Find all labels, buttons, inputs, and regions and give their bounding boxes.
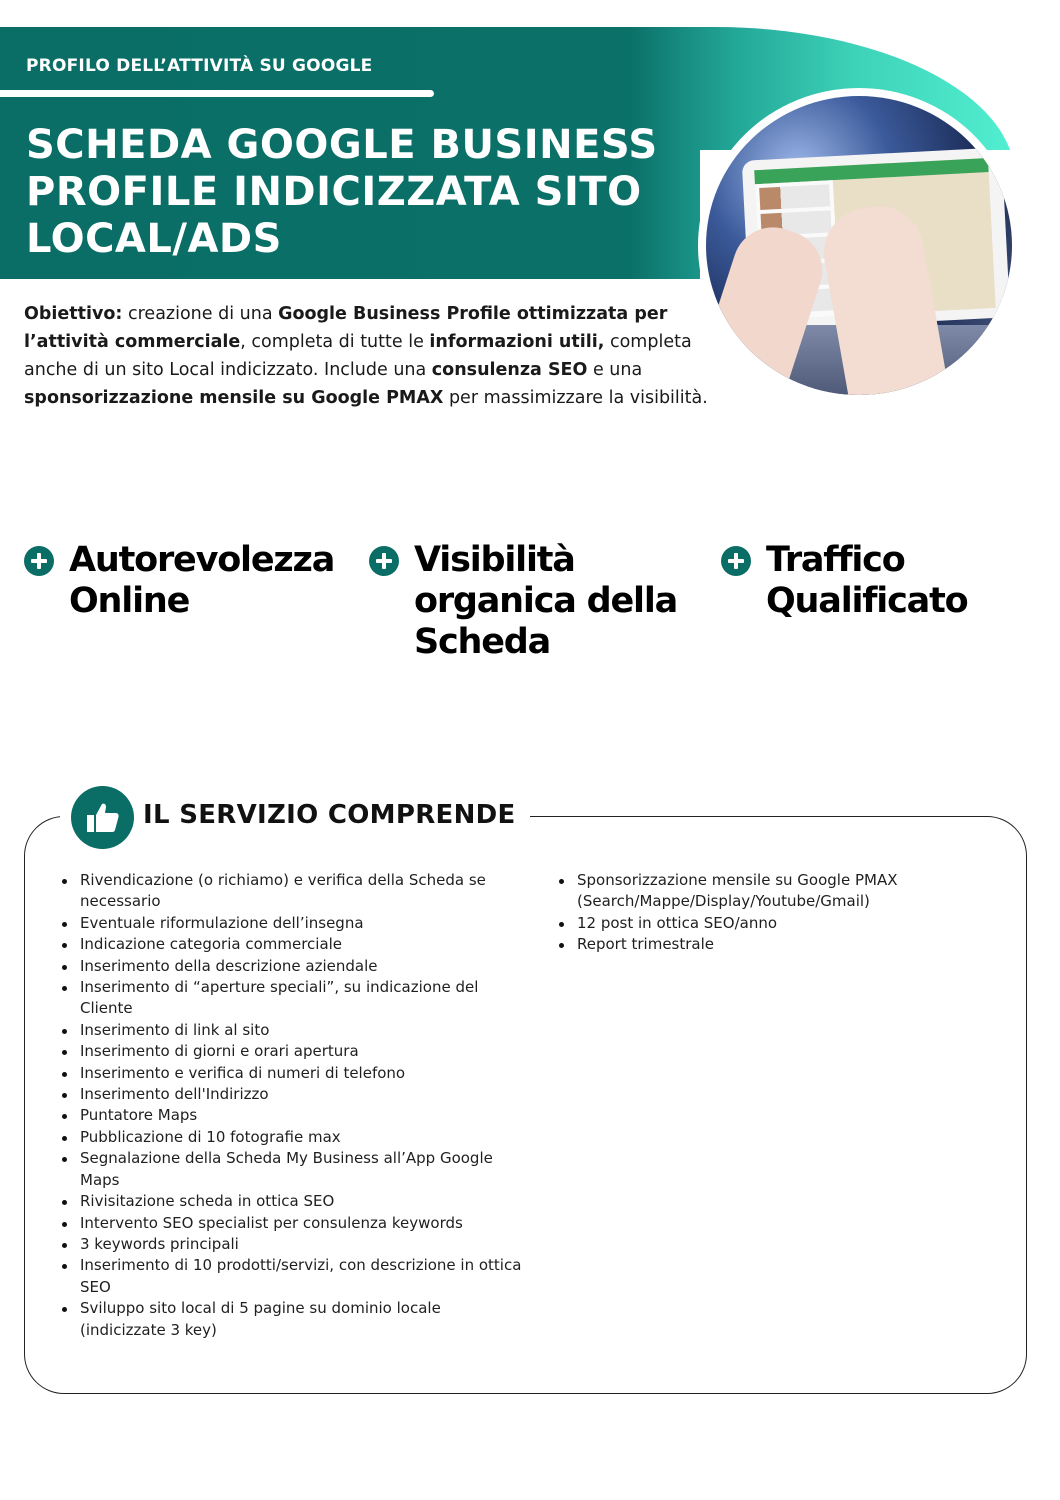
plus-circle-icon bbox=[721, 546, 751, 576]
objective-text: per massimizzare la visibilità. bbox=[443, 388, 708, 408]
objective-emphasis: consulenza SEO bbox=[431, 360, 588, 380]
list-item: Inserimento di “aperture speciali”, su indicazione del Cliente bbox=[58, 977, 528, 1020]
objective-text: , completa di tutte le bbox=[240, 332, 430, 352]
list-item: Inserimento e verifica di numeri di telefono bbox=[58, 1063, 528, 1084]
benefit-label: Visibilità organica della Scheda bbox=[414, 540, 678, 662]
list-item: Inserimento della descrizione aziendale bbox=[58, 956, 528, 977]
list-item: Inserimento dell'Indirizzo bbox=[58, 1084, 528, 1105]
kicker-divider bbox=[0, 90, 434, 97]
tablet-map-photo bbox=[706, 96, 1012, 395]
service-list-right bbox=[555, 870, 985, 956]
benefit-label: Autorevolezza Online bbox=[69, 540, 335, 621]
list-item: Inserimento di 10 prodotti/servizi, con descrizione in ottica SEO bbox=[58, 1255, 528, 1298]
list-item: Rivendicazione (o richiamo) e verifica della Scheda se necessario bbox=[58, 870, 528, 913]
benefit-visibilita bbox=[369, 540, 684, 663]
thumbs-up-icon bbox=[85, 800, 121, 836]
list-item: Puntatore Maps bbox=[58, 1105, 528, 1126]
list-item: Sviluppo sito local di 5 pagine su dominio locale (indicizzate 3 key) bbox=[58, 1298, 528, 1341]
list-item: Pubblicazione di 10 fotografie max bbox=[58, 1127, 528, 1148]
benefit-autorevolezza bbox=[24, 540, 339, 622]
list-item: 12 post in ottica SEO/anno bbox=[555, 913, 985, 934]
list-item: Inserimento di link al sito bbox=[58, 1020, 528, 1041]
list-item: 3 keywords principali bbox=[58, 1234, 528, 1255]
page-title: SCHEDA GOOGLE BUSINESS PROFILE INDICIZZATA SITO LOCAL/ADS bbox=[26, 122, 658, 262]
benefit-traffico bbox=[721, 540, 996, 622]
benefit-label: Traffico Qualificato bbox=[766, 540, 968, 621]
objective-emphasis: informazioni utili, bbox=[429, 332, 605, 352]
list-item: Intervento SEO specialist per consulenza keywords bbox=[58, 1213, 528, 1234]
list-item: Sponsorizzazione mensile su Google PMAX (Search/Mappe/Display/Youtube/Gmail) bbox=[555, 870, 985, 913]
objective-text: completa anche di un sito Local indicizzato. Include una bbox=[24, 332, 692, 380]
list-item: Rivisitazione scheda in ottica SEO bbox=[58, 1191, 528, 1212]
list-item: Inserimento di giorni e orari apertura bbox=[58, 1041, 528, 1062]
list-item: Indicazione categoria commerciale bbox=[58, 934, 528, 955]
list-item: Report trimestrale bbox=[555, 934, 985, 955]
service-title: IL SERVIZIO COMPRENDE bbox=[143, 800, 516, 830]
objective-paragraph bbox=[24, 300, 724, 412]
hero-photo bbox=[698, 88, 1020, 403]
objective-text: creazione di una bbox=[122, 304, 279, 324]
kicker-label: PROFILO DELL’ATTIVITÀ SU GOOGLE bbox=[26, 56, 373, 76]
objective-emphasis: Google Business Profile ottimizzata per l’attività commerciale bbox=[24, 304, 668, 352]
list-item: Segnalazione della Scheda My Business all’App Google Maps bbox=[58, 1148, 528, 1191]
plus-circle-icon bbox=[24, 546, 54, 576]
objective-emphasis: sponsorizzazione mensile su Google PMAX bbox=[24, 388, 444, 408]
list-item: Eventuale riformulazione dell’insegna bbox=[58, 913, 528, 934]
thumbs-up-badge bbox=[71, 786, 134, 849]
service-list-left bbox=[58, 870, 528, 1341]
objective-text: e una bbox=[587, 360, 643, 380]
plus-circle-icon bbox=[369, 546, 399, 576]
objective-emphasis: Obiettivo: bbox=[24, 304, 123, 324]
